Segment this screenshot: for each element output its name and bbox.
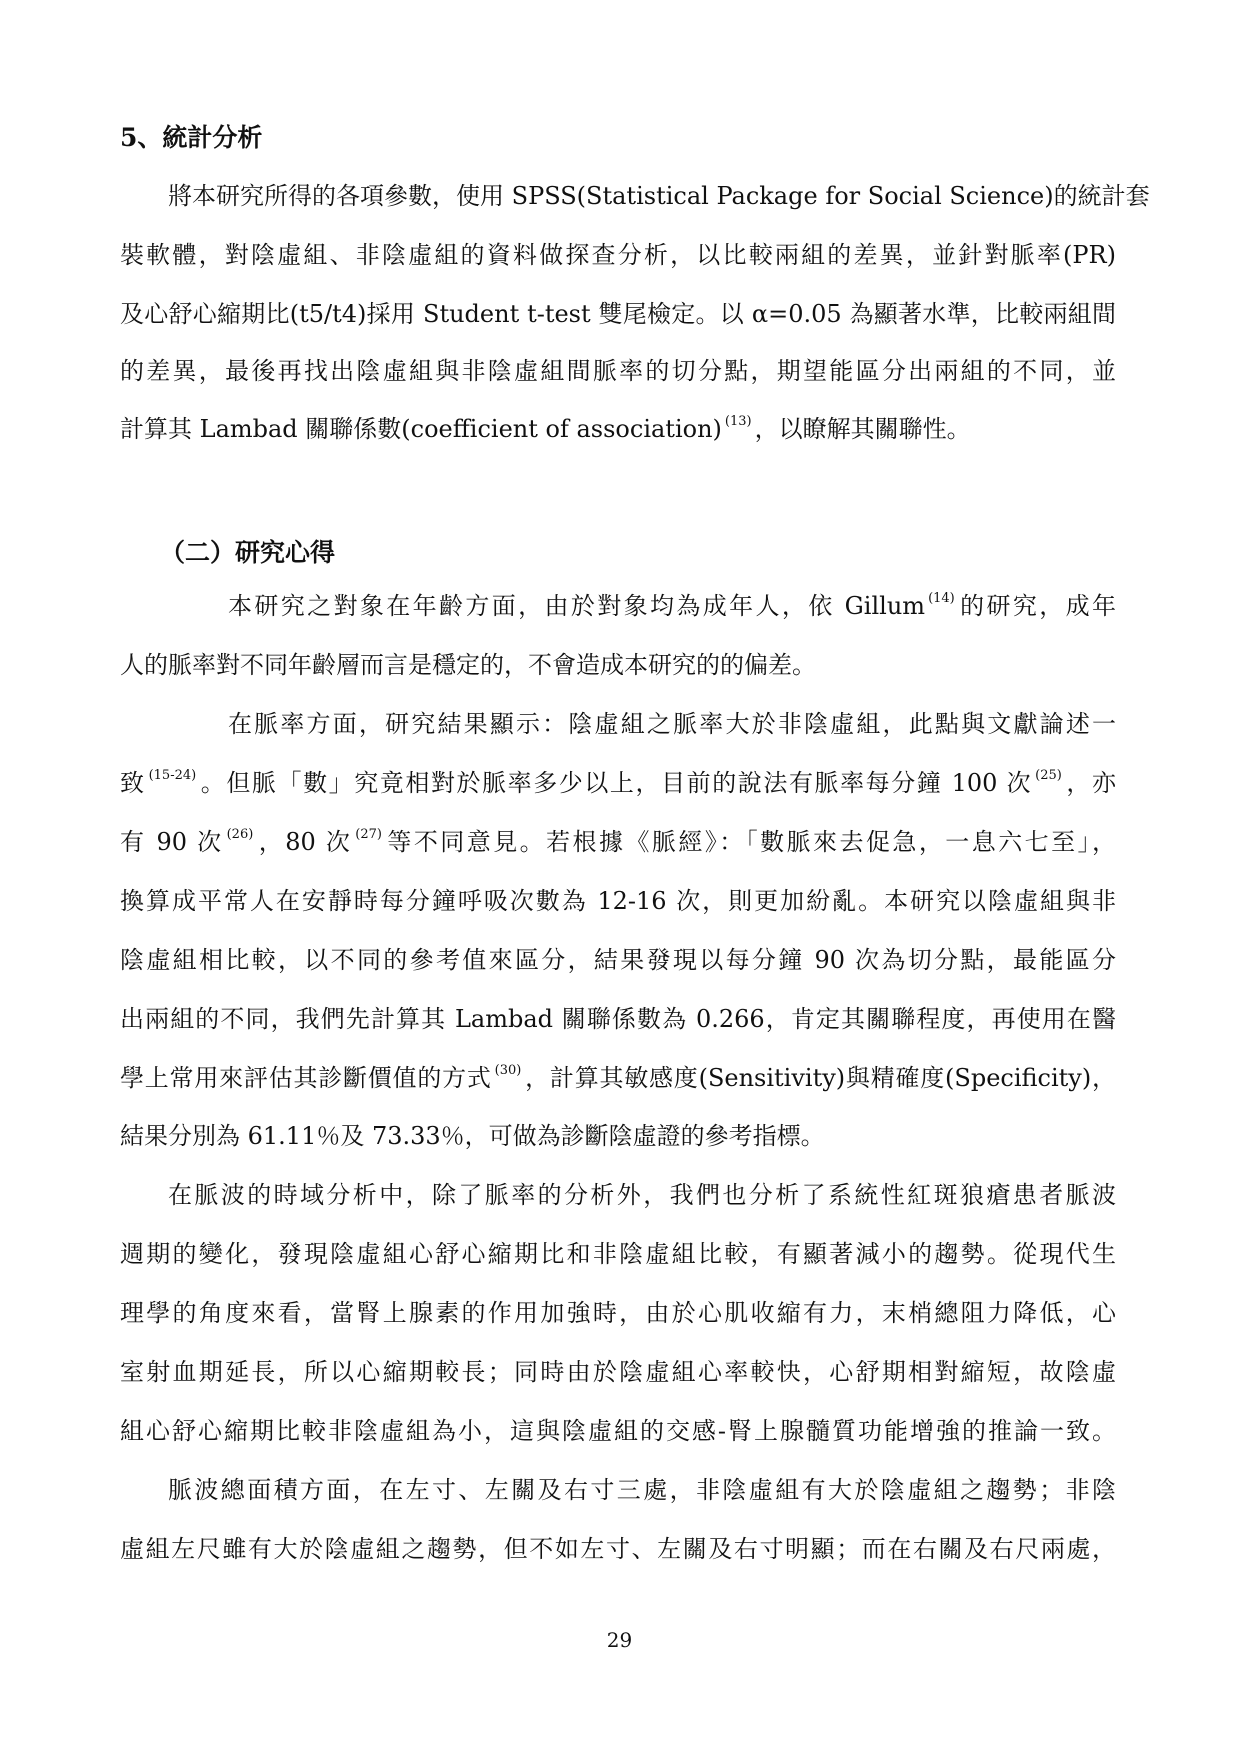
text-span: 等不同意見。若根據《脈經》：「數脈來去促急，一息六七至」，	[384, 828, 1117, 856]
text-span: ，80 次	[256, 828, 353, 856]
citation: (14)	[928, 591, 955, 606]
text-span: 計算其 Lambad 關聯係數(coefficient of association)	[120, 415, 722, 443]
paragraph-line: 在脈波的時域分析中，除了脈率的分析外，我們也分析了系統性紅斑狼瘡患者脈波	[168, 1181, 1116, 1209]
paragraph-line: 在脈率方面，研究結果顯示：陰虛組之脈率大於非陰虛組，此點與文獻論述一	[228, 710, 1116, 738]
paragraph-line: 人的脈率對不同年齡層而言是穩定的，不會造成本研究的的偏差。	[120, 651, 816, 679]
citation: (25)	[1035, 768, 1062, 783]
text-span: ，計算其敏感度(Sensitivity)與精確度(Specificity)，	[524, 1064, 1117, 1092]
paragraph-line: 結果分別為 61.11％及 73.33％，可做為診斷陰虛證的參考指標。	[120, 1122, 825, 1150]
paragraph-line: 換算成平常人在安靜時每分鐘呼吸次數為 12-16 次，則更加紛亂。本研究以陰虛組與非	[120, 887, 1116, 915]
paragraph-line: 虛組左尺雖有大於陰虛組之趨勢，但不如左寸、左關及右寸明顯；而在右關及右尺兩處，	[120, 1535, 1116, 1563]
text-span: ，亦	[1064, 769, 1117, 797]
text-span: 致	[120, 769, 146, 797]
section-heading-statistics: 5、統計分析	[120, 123, 263, 152]
text-span: 的研究，成年	[957, 592, 1117, 620]
citation: (30)	[494, 1063, 522, 1078]
paragraph-line: 的差異，最後再找出陰虛組與非陰虛組間脈率的切分點，期望能區分出兩組的不同，並	[120, 357, 1116, 385]
citation: (13)	[724, 414, 752, 429]
text-span: 有 90 次	[120, 828, 224, 856]
paragraph-line: 陰虛組相比較，以不同的參考值來區分，結果發現以每分鐘 90 次為切分點，最能區分	[120, 946, 1116, 974]
paragraph-line: 週期的變化，發現陰虛組心舒心縮期比和非陰虛組比較，有顯著減小的趨勢。從現代生	[120, 1240, 1116, 1268]
text-span: 。但脈「數」究竟相對於脈率多少以上，目前的說法有脈率每分鐘 100 次	[199, 769, 1033, 797]
paragraph-line	[120, 414, 1116, 444]
citation: (26)	[226, 827, 254, 842]
citation: (15-24)	[148, 768, 197, 783]
section-heading-research-insights: （二）研究心得	[160, 538, 336, 567]
paragraph-line: 理學的角度來看，當腎上腺素的作用加強時，由於心肌收縮有力，末梢總阻力降低，心	[120, 1299, 1116, 1327]
paragraph-line: 脈波總面積方面，在左寸、左關及右寸三處，非陰虛組有大於陰虛組之趨勢；非陰	[168, 1476, 1116, 1504]
paragraph-line	[120, 827, 1116, 857]
paragraph-line: 將本研究所得的各項參數，使用 SPSS(Statistical Package for Social Science)的統計套	[168, 182, 1150, 210]
paragraph-line	[228, 591, 1116, 621]
paragraph-line	[120, 1063, 1116, 1093]
citation: (27)	[355, 827, 382, 842]
text-span: ，以瞭解其關聯性。	[754, 415, 971, 443]
paragraph-line: 室射血期延長，所以心縮期較長；同時由於陰虛組心率較快，心舒期相對縮短，故陰虛	[120, 1358, 1116, 1386]
paragraph-line: 裝軟體，對陰虛組、非陰虛組的資料做探查分析，以比較兩組的差異，並針對脈率(PR)	[120, 241, 1116, 269]
paragraph-line: 出兩組的不同，我們先計算其 Lambad 關聯係數為 0.266，肯定其關聯程度，再使用在醫	[120, 1005, 1116, 1033]
page-number: 29	[606, 1628, 633, 1652]
paragraph-line: 及心舒心縮期比(t5/t4)採用 Student t-test 雙尾檢定。以 α=0.05 為顯著水準，比較兩組間	[120, 300, 1116, 328]
text-span: 學上常用來評估其診斷價值的方式	[120, 1064, 492, 1092]
paragraph-line	[120, 768, 1116, 798]
text-span: 本研究之對象在年齡方面，由於對象均為成年人，依 Gillum	[228, 592, 926, 620]
paragraph-line: 組心舒心縮期比較非陰虛組為小，這與陰虛組的交感-腎上腺髓質功能增強的推論一致。	[120, 1417, 1116, 1445]
